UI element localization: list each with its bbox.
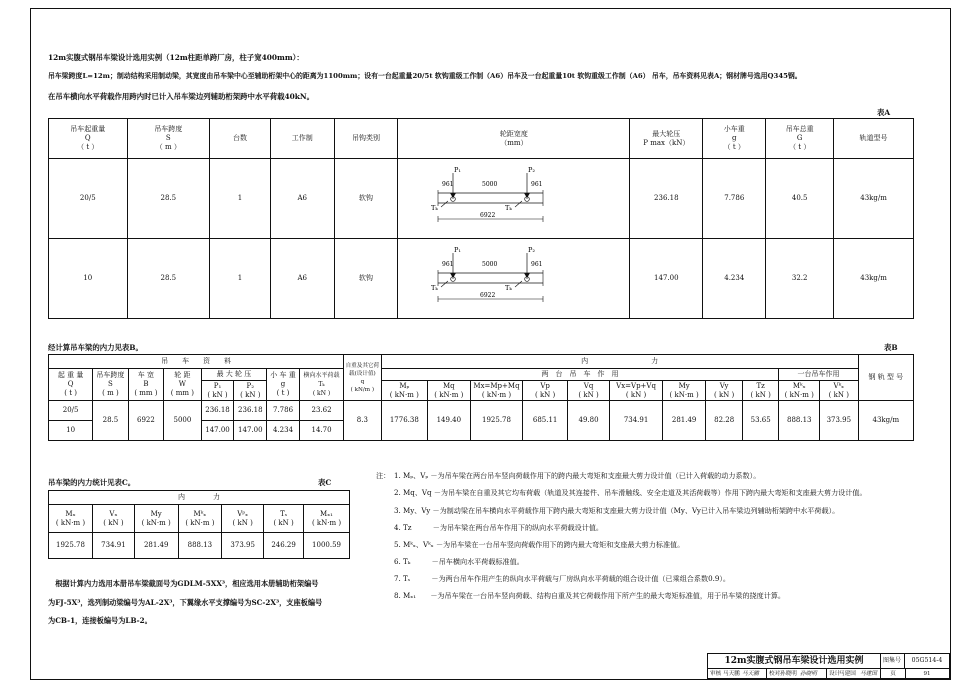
cell-qs: 8.3 (344, 401, 381, 441)
cell-force: 49.80 (567, 401, 609, 441)
rail-header: 钢 轨 型 号 (858, 355, 913, 401)
sig-name: 马天鹏 (723, 671, 740, 677)
sig-name: 孙晓明 (780, 671, 797, 677)
cell-force: 685.11 (523, 401, 567, 441)
table-a-header: 台数 (210, 119, 271, 159)
sig-label: 审核 (710, 671, 722, 677)
table-row (49, 239, 914, 319)
drawing-title: 12m实腹式钢吊车梁设计选用实例 (708, 654, 881, 669)
note-item: 7. Tₛ －为两台吊车作用产生的纵向水平荷载与厂房纵向水平荷载的组合设计值（已乘组合系数0.9）。 (394, 574, 730, 583)
cell-force: 149.40 (428, 401, 471, 441)
table-c (48, 490, 350, 559)
notes-head: 注： (376, 471, 391, 480)
table-a-header: 吊车总重 G （ t ） (766, 119, 834, 159)
cell-force: 1925.78 (470, 401, 523, 441)
cell-g: 7.786 (703, 159, 766, 239)
cell-force: 1000.59 (304, 533, 350, 559)
signature-row (708, 669, 949, 679)
table-b (48, 354, 914, 441)
h-force: Vx=Vp+Vq ( kN ) (610, 381, 663, 401)
note-item: 4. Tz －为吊车梁在两台吊车作用下的纵向水平荷载设计值。 (394, 523, 604, 532)
cell-count: 1 (210, 239, 271, 319)
atlas-number: 05G514-4 (905, 654, 949, 669)
summary-line-2: 为FJ-5X³，选列制动梁编号为AL-2X³，下翼缘水平支撑编号为SC-2X³，支座板编号 (48, 598, 323, 607)
cell-force: 246.29 (264, 533, 304, 559)
dim-1: 961 (442, 261, 454, 268)
cell-force: 734.91 (93, 533, 135, 559)
table-row (49, 533, 350, 559)
note-item: 2. Mq、Vq －为吊车梁在自重及其它均布荷载（轨道及其连接件、吊车滑触线、安全走道及其活荷载等）作用下跨内最大弯矩和支座最大剪力设计值。 (394, 488, 867, 497)
h-force: Vp ( kN ) (523, 381, 567, 401)
group-one: 一台吊车作用 (779, 369, 858, 381)
h-pmax: 最 大 轮 压 (201, 369, 267, 381)
cell-s: 28.5 (93, 401, 128, 441)
sig-label: 校对 (766, 669, 780, 679)
h-b: 车 宽 B ( mm ) (128, 369, 164, 401)
table-a-header: 小车重 g （ t ） (703, 119, 766, 159)
cell-rail: 43kg/m (834, 159, 914, 239)
label-p2: P₂ (528, 166, 536, 174)
h-force: Mq ( kN·m ) (428, 381, 471, 401)
h-force: Tₛ ( kN ) (264, 505, 304, 533)
wheel-spacing-diagram (398, 239, 629, 315)
table-a-header: 最大轮压 P max（kN） (630, 119, 703, 159)
h-g: 小 车 重 g ( t ) (267, 369, 300, 401)
h-force: Mᵏₓ ( kN·m ) (779, 381, 820, 401)
cell-force: 888.13 (178, 533, 222, 559)
cell-count: 1 (210, 159, 271, 239)
table-a (48, 118, 914, 319)
cell-pmax: 147.00 (630, 239, 703, 319)
cell-force: 1925.78 (49, 533, 93, 559)
label-p1: P₁ (454, 166, 462, 174)
cell-p1: 236.18 (201, 401, 234, 421)
atlas-label: 图集号 (880, 654, 905, 669)
h-p2: P₂ ( kN ) (234, 381, 267, 401)
group-self: 自重及其它荷载(设计值) q ( kN/m ) (344, 355, 381, 401)
h-force: My ( kN·m ) (134, 505, 178, 533)
page-number: 91 (923, 671, 931, 677)
h-w: 轮 距 W ( mm ) (164, 369, 201, 401)
h-tk: 横向水平荷载 Tₖ ( kN ) (299, 369, 343, 401)
sig-name: 马建国 (839, 671, 856, 677)
intro-line-1: 12m实腹式钢吊车梁设计选用实例（12m柱距单跨厂房，柱子宽400mm）： (48, 53, 304, 62)
cell-rail: 43kg/m (834, 239, 914, 319)
note-item: 8. Mₓ₁ －为吊车梁在一台吊车竖向荷载、结构自重及其它荷载作用下所产生的最大弯矩标准值，用于吊车梁的挠度计算。 (394, 591, 786, 600)
group-two: 两 台 吊 车 作 用 (381, 369, 779, 381)
sig-signature: 马建国 (860, 671, 877, 677)
table-a-header: 轨道型号 (834, 119, 914, 159)
table-row (49, 159, 914, 239)
h-force: Vᵏₓ ( kN ) (820, 381, 859, 401)
table-a-header: 吊车起重量 Q （ t ） (49, 119, 128, 159)
h-force: Mₓ ( kN·m ) (49, 505, 93, 533)
sig-signature: 孙晓明 (800, 671, 817, 677)
cell-p2: 236.18 (234, 401, 267, 421)
table-c-title: 吊车梁的内力统计见表C。 (48, 478, 136, 487)
label-t2: Tₖ (505, 284, 513, 292)
cell-p1: 147.00 (201, 421, 234, 441)
h-force: Vₓ ( kN ) (93, 505, 135, 533)
wheel-diagram (398, 159, 630, 239)
summary-line-1: 根据计算内力选用本册吊车梁截面号为GDLM-5XX³，相应选用本册辅助桁架编号 (48, 579, 319, 588)
table-a-header: 吊钩类别 (334, 119, 398, 159)
cell-force: 1776.38 (381, 401, 428, 441)
cell-p2: 147.00 (234, 421, 267, 441)
cell-pmax: 236.18 (630, 159, 703, 239)
dim-2: 5000 (482, 181, 498, 188)
cell-s: 28.5 (127, 159, 209, 239)
note-item: 6. Tₖ －吊车横向水平荷载标准值。 (394, 557, 524, 566)
cell-force: 82.28 (706, 401, 743, 441)
cell-force: 373.95 (222, 533, 264, 559)
cell-q: 20/5 (49, 159, 128, 239)
cell-G: 40.5 (766, 159, 834, 239)
intro-line-2: 吊车梁跨度L=12m；制动结构采用制动梁，其宽度由吊车梁中心至辅助桁架中心的距离为1100mm；设有一台起重量20/5t 软钩重级工作制（A6）吊车及一台起重量10t 软钩重级工作制（A6） 吊车，吊车资料见表A；钢材牌号选用Q345钢。 (48, 72, 802, 80)
table-row (49, 401, 914, 421)
label-t2: Tₖ (505, 204, 513, 212)
cell-w: 5000 (164, 401, 201, 441)
h-force: Mₓ₁ ( kN·m ) (304, 505, 350, 533)
h-force: Vq ( kN ) (567, 381, 609, 401)
label-t1: Tₖ (431, 204, 439, 212)
cell-tk: 14.70 (299, 421, 343, 441)
table-b-label: 表B (884, 343, 898, 352)
dim-3: 961 (531, 261, 543, 268)
group-crane: 吊 车 资 料 (49, 355, 344, 369)
cell-g: 4.234 (703, 239, 766, 319)
table-a-header: 吊车跨度 S （ m ） (127, 119, 209, 159)
cell-g: 7.786 (267, 401, 300, 421)
note-item: 3. My、Vy －为制动梁在吊车横向水平荷载作用下跨内最大弯矩和支座最大剪力设计值（My、Vy已计入吊车梁边列辅助桁架跨中水平荷载）。 (394, 506, 840, 515)
dim-total: 6922 (480, 292, 496, 299)
h-q: 起 重 量 Q ( t ) (49, 369, 93, 401)
dim-total: 6922 (480, 212, 496, 219)
wheel-spacing-diagram (398, 159, 629, 235)
label-p1: P₁ (454, 246, 462, 254)
cell-force: 281.49 (662, 401, 705, 441)
table-a-header: 轮距宽度 （mm） (398, 119, 630, 159)
cell-duty: A6 (270, 159, 334, 239)
cell-rail: 43kg/m (858, 401, 913, 441)
cell-force: 281.49 (134, 533, 178, 559)
table-a-label: 表A (877, 108, 891, 117)
cell-hook: 软钩 (334, 159, 398, 239)
cell-hook: 软钩 (334, 239, 398, 319)
cell-q: 20/5 (49, 401, 93, 421)
cell-force: 734.91 (610, 401, 663, 441)
cell-s: 28.5 (127, 239, 209, 319)
h-force: Vy ( kN ) (706, 381, 743, 401)
h-force: Mₚ ( kN·m ) (381, 381, 428, 401)
label-p2: P₂ (528, 246, 536, 254)
table-c-label: 表C (318, 478, 332, 487)
table-a-header: 工作制 (270, 119, 334, 159)
cell-duty: A6 (270, 239, 334, 319)
cell-g: 4.234 (267, 421, 300, 441)
h-force: Mx=Mp+Mq ( kN·m ) (470, 381, 523, 401)
label-t1: Tₖ (431, 284, 439, 292)
cell-q: 10 (49, 239, 128, 319)
note-item: 5. Mᵏₓ、Vᵏₓ －为吊车梁在一台吊车竖向荷载作用下的跨内最大弯矩和支座最大剪力标准值。 (394, 540, 685, 549)
h-s: 吊车跨度 S ( m ) (93, 369, 128, 401)
h-p1: P₁ ( kN ) (201, 381, 234, 401)
h-force: Tz ( kN ) (742, 381, 779, 401)
h-force: Mᵏₓ ( kN·m ) (178, 505, 222, 533)
sig-signature: 马天鹏 (742, 671, 759, 677)
summary-line-3: 为CB-1，连接板编号为LB-2。 (48, 616, 152, 625)
group-force: 内 力 (381, 355, 858, 369)
dim-2: 5000 (482, 261, 498, 268)
dim-3: 961 (531, 181, 543, 188)
wheel-diagram (398, 239, 630, 319)
sig-label: 设计 (826, 669, 840, 679)
cell-b: 6922 (128, 401, 164, 441)
cell-tk: 23.62 (299, 401, 343, 421)
intro-line-3: 在吊车横向水平荷载作用跨内时已计入吊车梁边列辅助桁架跨中水平荷载40kN。 (48, 92, 315, 101)
page-label: 页 (880, 669, 906, 679)
group-force: 内 力 (49, 491, 350, 505)
cell-G: 32.2 (766, 239, 834, 319)
h-force: Vᵖₓ ( kN ) (222, 505, 264, 533)
cell-force: 373.95 (820, 401, 859, 441)
dim-1: 961 (442, 181, 454, 188)
cell-q: 10 (49, 421, 93, 441)
h-force: My ( kN·m ) (662, 381, 705, 401)
table-b-title: 经计算吊车梁的内力见表B。 (48, 343, 143, 352)
cell-force: 53.65 (742, 401, 779, 441)
cell-force: 888.13 (779, 401, 820, 441)
title-block (707, 653, 950, 679)
note-item: 1. Mₚ、Vₚ －为吊车梁在两台吊车竖向荷载作用下的跨内最大弯矩和支座最大剪力设计值（已计入荷载的动力系数）。 (394, 471, 761, 480)
